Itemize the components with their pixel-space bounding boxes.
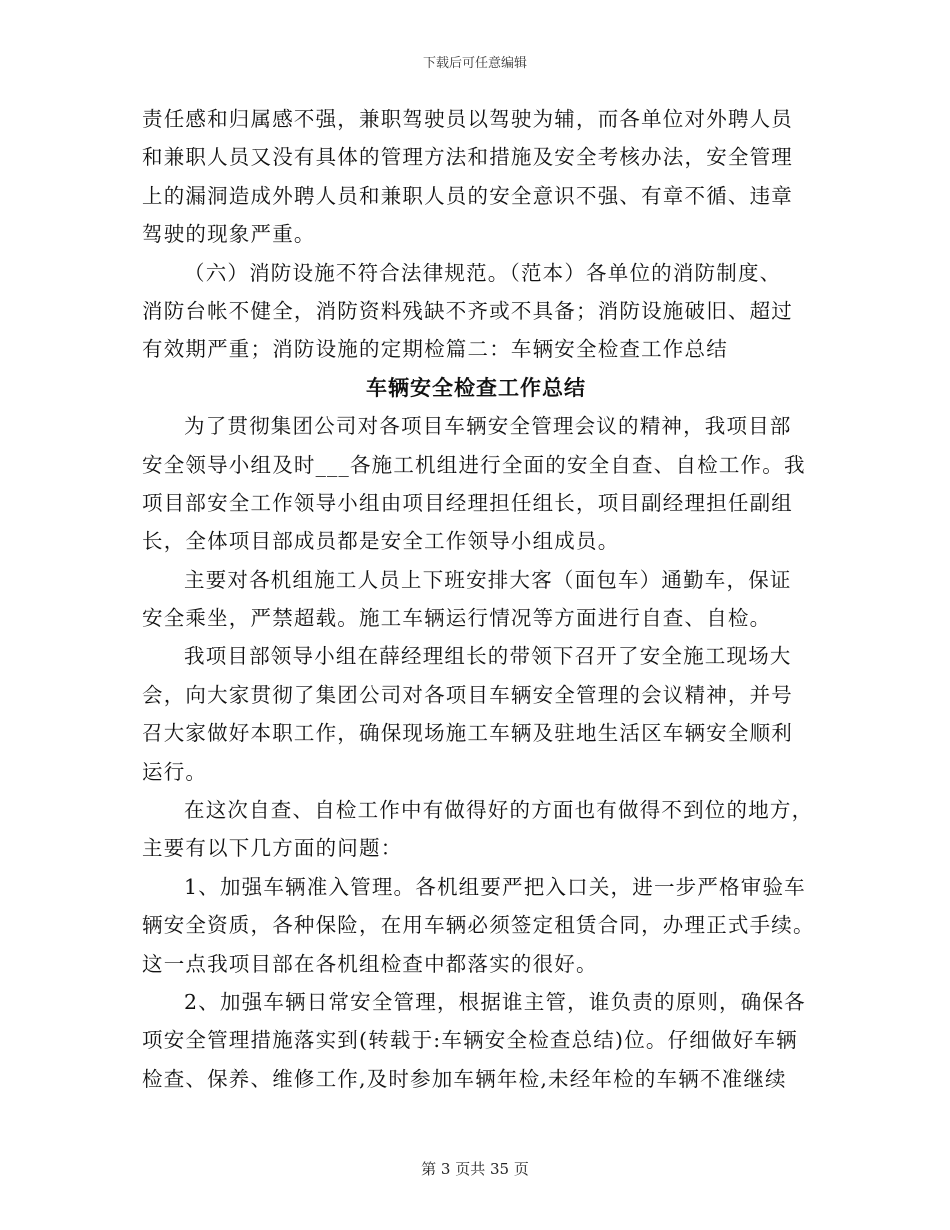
text-line: 在这次自查、自检工作中有做得好的方面也有做得不到位的地方， <box>184 798 814 823</box>
text-line: 安全乘坐，严禁超载。施工车辆运行情况等方面进行自查、自检。 <box>142 606 772 631</box>
text-line: 运行。 <box>142 759 208 784</box>
text-line: 和兼职人员又没有具体的管理方法和措施及安全考核办法，安全管理 <box>142 145 793 170</box>
text-line: 检查、保养、维修工作,及时参加车辆年检,未经年检的车辆不准继续 <box>142 1066 787 1091</box>
page-number: 第 3 页共 35 页 <box>421 1160 529 1178</box>
text-line: 上的漏洞造成外聘人员和兼职人员的安全意识不强、有章不循、违章 <box>142 183 793 208</box>
text-line: 主要对各机组施工人员上下班安排大客（面包车）通勤车，保证 <box>184 567 792 592</box>
text-line: 项安全管理措施落实到(转载于:车辆安全检查总结)位。仔细做好车辆 <box>142 1028 798 1053</box>
preceding-paragraphs <box>142 100 810 369</box>
text-line: 这一点我项目部在各机组检查中都落实的很好。 <box>142 951 598 976</box>
text-line: 有效期严重；消防设施的定期检篇二：车辆安全检查工作总结 <box>142 337 728 362</box>
text-line: 安全领导小组及时___各施工机组进行全面的安全自查、自检工作。我 <box>142 452 806 477</box>
summary-paragraphs <box>142 407 815 1098</box>
page-header: 下载后可任意编辑 <box>422 56 527 71</box>
text-line: 我项目部领导小组在薛经理组长的带领下召开了安全施工现场大 <box>184 644 792 669</box>
text-line: 长，全体项目部成员都是安全工作领导小组成员。 <box>142 529 620 554</box>
text-line: 为了贯彻集团公司对各项目车辆安全管理会议的精神，我项目部 <box>184 414 792 439</box>
text-line: 责任感和归属感不强，兼职驾驶员以驾驶为辅，而各单位对外聘人员 <box>142 107 793 131</box>
text-line: 主要有以下几方面的问题： <box>142 836 403 861</box>
document-title: 车辆安全检查工作总结 <box>366 375 586 400</box>
text-line: 项目部安全工作领导小组由项目经理担任组长，项目副经理担任副组 <box>142 490 793 515</box>
text-line: 会，向大家贯彻了集团公司对各项目车辆安全管理的会议精神，并号 <box>142 682 793 707</box>
text-line: 召大家做好本职工作，确保现场施工车辆及驻地生活区车辆安全顺利 <box>142 721 793 746</box>
text-line: 消防台帐不健全，消防资料残缺不齐或不具备；消防设施破旧、超过 <box>142 298 793 323</box>
text-line: 2、加强车辆日常安全管理，根据谁主管，谁负责的原则，确保各 <box>184 989 806 1014</box>
text-line: 辆安全资质，各种保险，在用车辆必须签定租赁合同，办理正式手续。 <box>142 913 815 938</box>
text-line: （六）消防设施不符合法律规范。（范本）各单位的消防制度、 <box>184 260 782 285</box>
text-line: 驾驶的现象严重。 <box>142 222 316 247</box>
text-line: 1、加强车辆准入管理。各机组要严把入口关，进一步严格审验车 <box>184 874 806 899</box>
document-body <box>142 100 815 1098</box>
